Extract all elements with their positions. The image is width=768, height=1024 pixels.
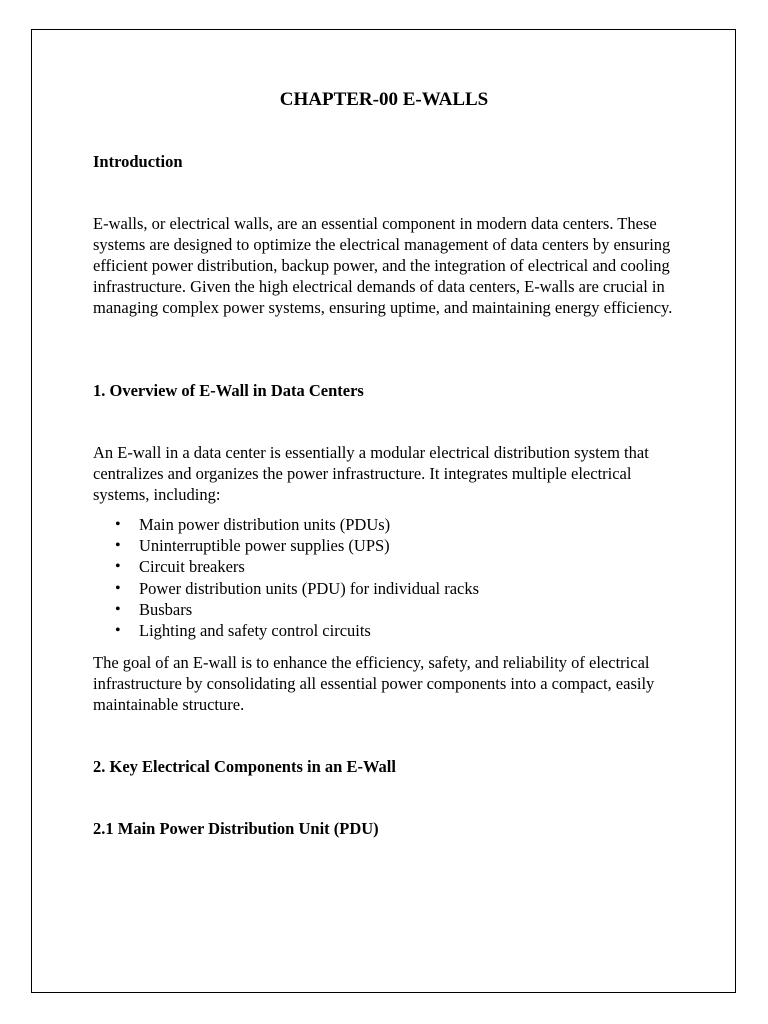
list-item: • Power distribution units (PDU) for individual racks (115, 578, 480, 598)
list-item: • Circuit breakers (115, 557, 245, 577)
bullet-icon: • (115, 558, 121, 576)
bullet-icon: • (115, 600, 121, 618)
section-1-heading: 1. Overview of E-Wall in Data Centers (93, 381, 364, 400)
chapter-title: CHAPTER-00 E-WALLS (279, 89, 489, 110)
section-2-heading: 2. Key Electrical Components in an E-Wall (93, 757, 396, 776)
section-2-1-heading: 2.1 Main Power Distribution Unit (PDU) (93, 819, 379, 838)
section-1-paragraph: An E-wall in a data center is essentially a modular electrical distribution system that centralizes and organizes the power infrastructure. It integrates multiple electrical systems, including: (93, 443, 649, 504)
page-border (31, 29, 736, 993)
list-item: • Lighting and safety control circuits (115, 621, 371, 641)
list-item: • Uninterruptible power supplies (UPS) (115, 536, 390, 556)
bullet-icon: • (115, 516, 121, 533)
list-item: • Main power distribution units (PDUs) (115, 515, 391, 534)
bullet-icon: • (115, 537, 121, 555)
list-item: • Busbars (115, 599, 193, 619)
component-list (93, 514, 653, 641)
intro-paragraph: E-walls, or electrical walls, are an essential component in modern data centers. These systems are designed to optimize the electrical management of data centers by ensuring efficient power distribution, backup power, and the integration of electrical and cooling infrastructure. Given the high electrical demands of data centers, E-walls are crucial in managing complex power systems, ensuring uptime, and maintaining energy efficiency. (93, 214, 673, 317)
section-1-closing: The goal of an E-wall is to enhance the efficiency, safety, and reliability of electrical infrastructure by consolidating all essential power components into a compact, easily maintainable structure. (93, 653, 655, 714)
intro-heading: Introduction (93, 152, 183, 171)
bullet-icon: • (115, 622, 121, 640)
bullet-icon: • (115, 579, 121, 597)
